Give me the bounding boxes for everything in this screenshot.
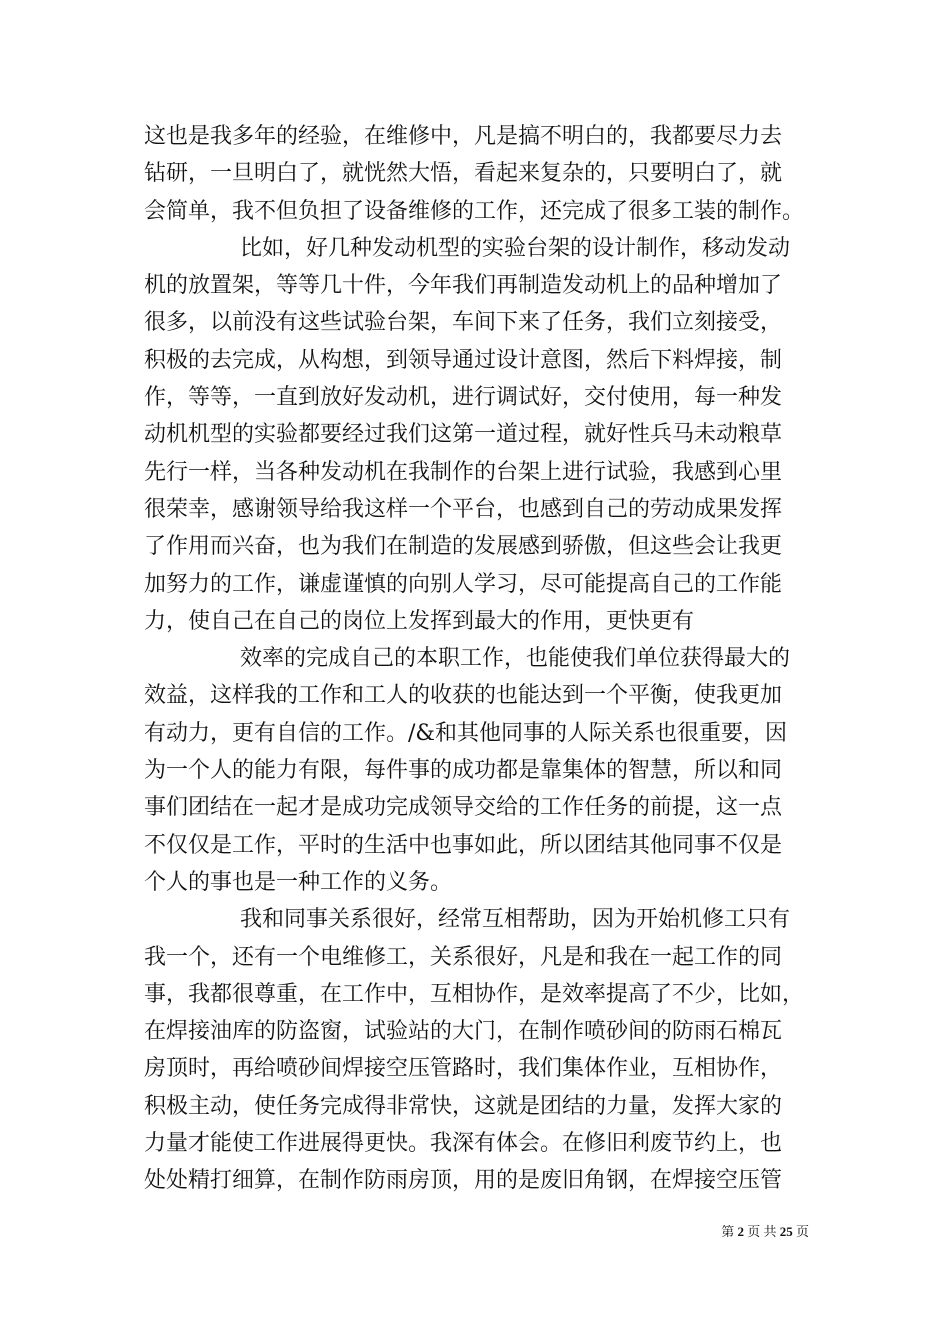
text-line: 事们团结在一起才是成功完成领导交给的工作任务的前提，这一点 <box>144 795 783 821</box>
text-line: 个人的事也是一种工作的义务。 <box>144 869 453 895</box>
text-line: 积极主动，使任务完成得非常快，这就是团结的力量，发挥大家的 <box>144 1093 783 1119</box>
text-line: 在焊接油库的防盗窗，试验站的大门，在制作喷砂间的防雨石棉瓦 <box>144 1019 783 1045</box>
text-line: 会简单，我不但负担了设备维修的工作，还完成了很多工装的制作。 <box>144 198 805 224</box>
text-line: 我一个，还有一个电维修工，关系很好，凡是和我在一起工作的同 <box>144 944 783 970</box>
footer-middle: 页 共 <box>747 1224 777 1239</box>
text-line: 机的放置架，等等几十件，今年我们再制造发动机上的品种增加了 <box>144 273 783 299</box>
text-line: 有动力，更有自信的工作。/&和其他同事的人际关系也很重要，因 <box>144 720 787 746</box>
body-text <box>144 118 814 1200</box>
text-line: 先行一样，当各种发动机在我制作的台架上进行试验，我感到心里 <box>144 459 783 485</box>
text-line: 效益，这样我的工作和工人的收获的也能达到一个平衡，使我更加 <box>144 683 783 709</box>
text-line: 事，我都很尊重，在工作中，互相协作，是效率提高了不少，比如， <box>144 981 805 1007</box>
text-line: 这也是我多年的经验，在维修中，凡是搞不明白的，我都要尽力去 <box>144 124 783 149</box>
text-line: 动机机型的实验都要经过我们这第一道过程，就好性兵马未动粮草 <box>144 422 783 448</box>
text-line: 很荣幸，感谢领导给我这样一个平台，也感到自己的劳动成果发挥 <box>144 496 783 522</box>
paragraph-start-line: 我和同事关系很好，经常互相帮助，因为开始机修工只有 <box>240 907 791 933</box>
footer-suffix: 页 <box>795 1224 809 1239</box>
text-line: 作，等等，一直到放好发动机，进行调试好，交付使用，每一种发 <box>144 385 783 411</box>
text-line: 钻研，一旦明白了，就恍然大悟，看起来复杂的，只要明白了，就 <box>144 161 783 187</box>
text-line: 力，使自己在自己的岗位上发挥到最大的作用，更快更有 <box>144 608 695 634</box>
text-line: 力量才能使工作进展得更快。我深有体会。在修旧利废节约上，也 <box>144 1131 783 1157</box>
paragraph-start-line: 效率的完成自己的本职工作，也能使我们单位获得最大的 <box>240 646 791 672</box>
text-line: 处处精打细算，在制作防雨房顶，用的是废旧角钢，在焊接空压管 <box>144 1168 783 1194</box>
text-line: 积极的去完成，从构想，到领导通过设计意图，然后下料焊接，制 <box>144 347 783 373</box>
paragraph-start-line: 比如，好几种发动机型的实验台架的设计制作，移动发动 <box>240 235 791 261</box>
footer-prefix: 第 <box>721 1224 735 1239</box>
text-line: 房顶时，再给喷砂间焊接空压管路时，我们集体作业，互相协作， <box>144 1056 783 1082</box>
current-page-number: 2 <box>737 1224 744 1239</box>
text-line: 了作用而兴奋，也为我们在制造的发展感到骄傲，但这些会让我更 <box>144 534 783 560</box>
total-page-count: 25 <box>779 1224 793 1239</box>
text-line: 为一个人的能力有限，每件事的成功都是靠集体的智慧，所以和同 <box>144 758 783 784</box>
text-line: 加努力的工作，谦虚谨慎的向别人学习，尽可能提高自己的工作能 <box>144 571 783 597</box>
text-line: 不仅仅是工作，平时的生活中也事如此，所以团结其他同事不仅是 <box>144 832 783 858</box>
text-line: 很多，以前没有这些试验台架，车间下来了任务，我们立刻接受， <box>144 310 783 336</box>
page-number-footer <box>721 1224 809 1240</box>
